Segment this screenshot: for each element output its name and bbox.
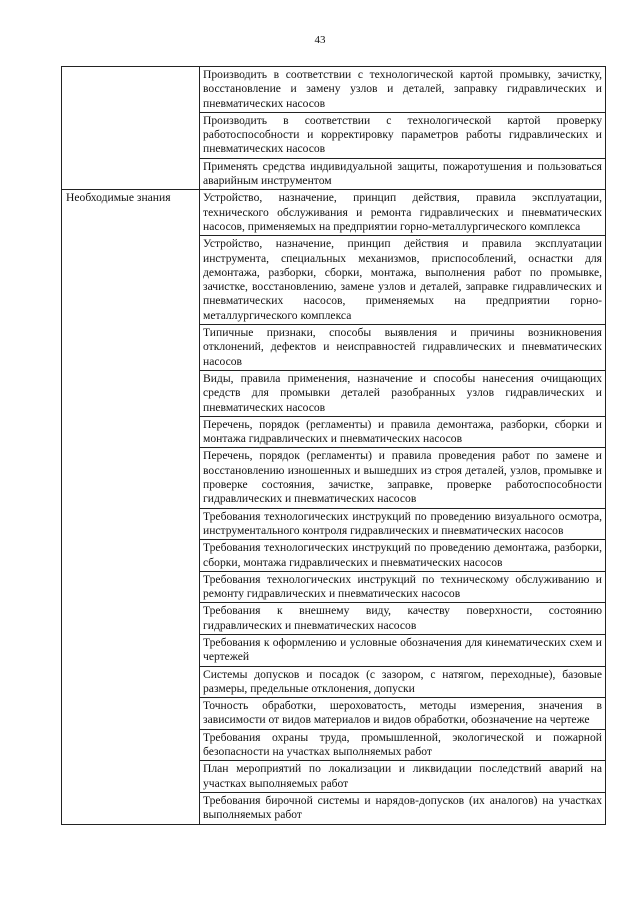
table-cell: Применять средства индивидуальной защиты, пожаротушения и пользоваться аварийным инструментом: [200, 158, 606, 190]
table-cell: Требования технологических инструкций по проведению демонтажа, разборки, сборки, монтажа гидравлических и пневматических насосов: [200, 540, 606, 572]
table-cell: Системы допусков и посадок (с зазором, с натягом, переходные), базовые размеры, предельные отклонения, допуски: [200, 666, 606, 698]
knowledge-label-cell: [62, 190, 200, 824]
table-cell: Устройство, назначение, принцип действия и правила эксплуатации инструмента, специальных механизмов, приспособлений, оснастки для демонтажа, разборки, сборки, монтажа, выполнения работ по промывке, зачистке, восстановлению, замене узлов и деталей, заправке гидравлических и пневматических насосов, применяемых на предприятии горно-металлургического комплекса: [200, 236, 606, 325]
table-cell: Требования к оформлению и условные обозначения для кинематических схем и чертежей: [200, 634, 606, 666]
page-number: 43: [314, 34, 326, 46]
table-cell: Точность обработки, шероховатость, методы измерения, значения в зависимости от видов материалов и видов обработки, обозначение на чертеже: [200, 698, 606, 730]
table-cell: Перечень, порядок (регламенты) и правила проведения работ по замене и восстановлению изношенных и вышедших из строя деталей, узлов, промывке и проверке состояния, зачистке, заправке, проверке работоспособности гидравлических и пневматических насосов: [200, 448, 606, 508]
table-cell: Устройство, назначение, принцип действия, правила эксплуатации, технического обслуживания и ремонта гидравлических и пневматических насосов, применяемых на предприятии горно-металлургического комплекса: [200, 190, 606, 236]
table-cell: Типичные признаки, способы выявления и причины возникновения отклонений, дефектов и неисправностей гидравлических и пневматических насосов: [200, 325, 606, 371]
table-cell: Требования технологических инструкций по техническому обслуживанию и ремонту гидравлических и пневматических насосов: [200, 571, 606, 603]
table-row: [62, 190, 606, 236]
table-cell: Производить в соответствии с технологической картой проверку работоспособности и корректировку параметров работы гидравлических и пневматических насосов: [200, 112, 606, 158]
table-cell: Производить в соответствии с технологической картой промывку, зачистку, восстановление и замену узлов и деталей, заправку гидравлических и пневматических насосов: [200, 67, 606, 113]
knowledge-label: Необходимые знания: [66, 191, 171, 205]
table-cell: Требования технологических инструкций по проведению визуального осмотра, инструментального контроля гидравлических и пневматических насосов: [200, 508, 606, 540]
table-cell: Требования бирочной системы и нарядов-допусков (их аналогов) на участках выполняемых работ: [200, 792, 606, 824]
empty-label-cell: [62, 67, 200, 190]
table-cell: Требования охраны труда, промышленной, экологической и пожарной безопасности на участках выполняемых работ: [200, 729, 606, 761]
table-row: [62, 67, 606, 113]
table-cell: Перечень, порядок (регламенты) и правила демонтажа, разборки, сборки и монтажа гидравлических и пневматических насосов: [200, 416, 606, 448]
table-cell: План мероприятий по локализации и ликвидации последствий аварий на участках выполняемых работ: [200, 761, 606, 793]
table-cell: Требования к внешнему виду, качеству поверхности, состоянию гидравлических и пневматических насосов: [200, 603, 606, 635]
competency-table: [61, 66, 606, 825]
table-cell: Виды, правила применения, назначение и способы нанесения очищающих средств для промывки деталей разобранных узлов гидравлических и пневматических насосов: [200, 370, 606, 416]
